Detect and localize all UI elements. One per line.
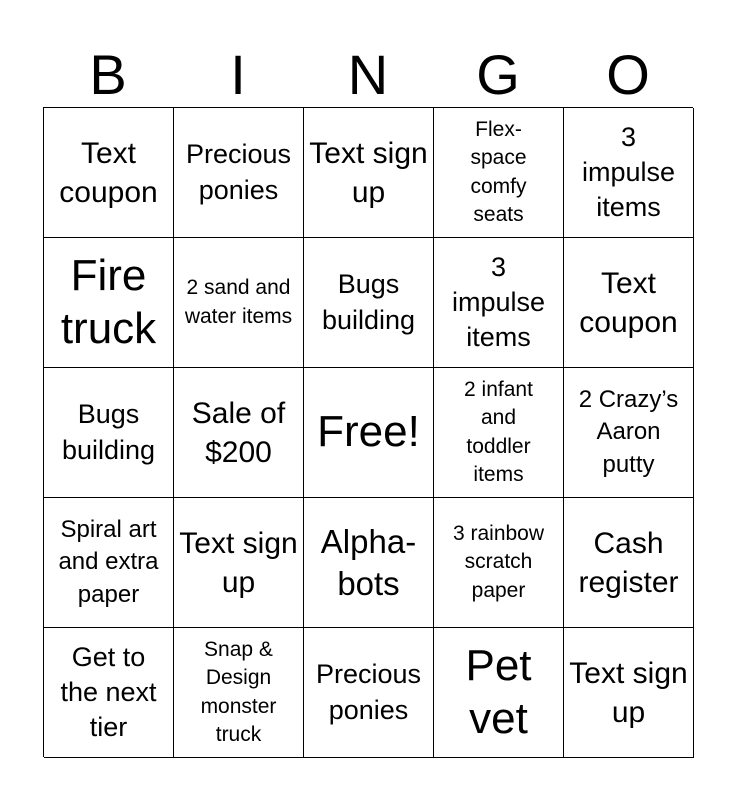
bingo-cell[interactable]: Text sign up xyxy=(304,108,434,238)
bingo-cell[interactable]: 2 sand and water items xyxy=(174,238,304,368)
bingo-cell[interactable]: Text coupon xyxy=(564,238,694,368)
header-letter-g: G xyxy=(476,43,520,106)
bingo-cell[interactable]: 3 rainbow scratch paper xyxy=(434,498,564,628)
bingo-cell[interactable]: Bugs building xyxy=(44,368,174,498)
bingo-cell[interactable]: Get to the next tier xyxy=(44,628,174,758)
header-letter-i: I xyxy=(230,43,246,106)
bingo-cell[interactable]: Precious ponies xyxy=(174,108,304,238)
bingo-cell[interactable]: Fire truck xyxy=(44,238,174,368)
bingo-cell[interactable]: Sale of $200 xyxy=(174,368,304,498)
bingo-header xyxy=(43,42,693,108)
header-letter-o: O xyxy=(606,43,650,106)
header-letter-n: N xyxy=(347,43,389,106)
bingo-cell[interactable]: Flex-space comfy seats xyxy=(434,108,564,238)
bingo-cell[interactable]: 2 Crazy’s Aaron putty xyxy=(564,368,694,498)
bingo-cell[interactable]: Cash register xyxy=(564,498,694,628)
bingo-cell[interactable]: 3 impulse items xyxy=(434,238,564,368)
bingo-cell[interactable]: Snap & Design monster truck xyxy=(174,628,304,758)
bingo-cell[interactable]: Bugs building xyxy=(304,238,434,368)
bingo-card xyxy=(43,107,693,757)
bingo-cell[interactable]: Text sign up xyxy=(564,628,694,758)
bingo-cell[interactable]: Alpha-bots xyxy=(304,498,434,628)
bingo-cell[interactable]: 3 impulse items xyxy=(564,108,694,238)
bingo-cell[interactable]: Text sign up xyxy=(174,498,304,628)
free-space-cell[interactable]: Free! xyxy=(304,368,434,498)
bingo-cell[interactable]: Text coupon xyxy=(44,108,174,238)
header-letter-b: B xyxy=(89,43,127,106)
bingo-cell[interactable]: 2 infant and toddler items xyxy=(434,368,564,498)
bingo-cell[interactable]: Spiral art and extra paper xyxy=(44,498,174,628)
bingo-cell[interactable]: Precious ponies xyxy=(304,628,434,758)
bingo-cell[interactable]: Pet vet xyxy=(434,628,564,758)
